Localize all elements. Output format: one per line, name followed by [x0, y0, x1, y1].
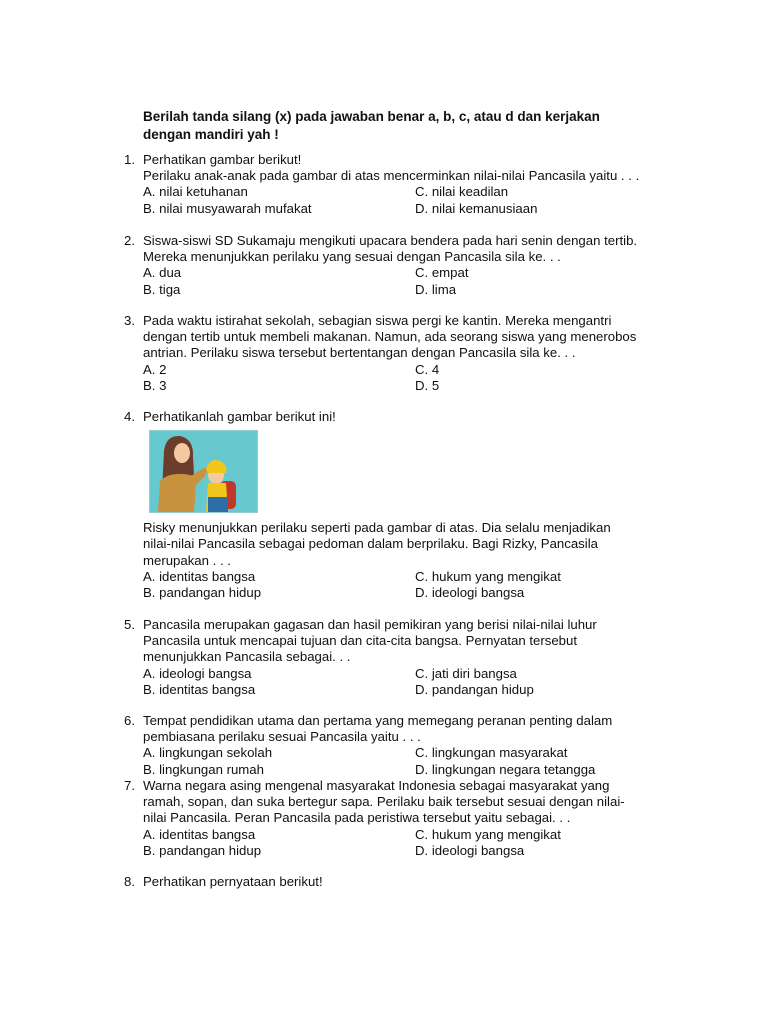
answer-options [143, 745, 684, 777]
question-text: Perhatikan pernyataan berikut! [143, 874, 323, 889]
question-2 [124, 233, 684, 298]
option-d[interactable]: D. 5 [415, 377, 440, 393]
question-number: 5. [124, 617, 135, 632]
question-text: nilai Pancasila. Peran Pancasila pada peristiwa tersebut yaitu sebagai. . . [143, 810, 571, 826]
question-number: 3. [124, 313, 135, 328]
question-text: antrian. Perilaku siswa tersebut bertentangan dengan Pancasila sila ke. . . [143, 345, 576, 361]
answer-options [143, 265, 684, 297]
question-4 [124, 409, 684, 601]
question-text: Pancasila untuk mencapai tujuan dan cita-cita bangsa. Pernyatan tersebut [143, 633, 577, 649]
question-text: Risky menunjukkan perilaku seperti pada gambar di atas. Dia selalu menjadikan [143, 520, 611, 536]
question-6 [124, 713, 684, 778]
option-a[interactable]: A. 2 [143, 361, 167, 377]
question-number: 8. [124, 874, 135, 889]
mother-child-illustration [150, 431, 257, 512]
question-text: Tempat pendidikan utama dan pertama yang memegang peranan penting dalam [143, 713, 613, 728]
option-d[interactable]: D. ideologi bangsa [415, 585, 525, 600]
option-c[interactable]: C. lingkungan masyarakat [415, 745, 568, 761]
option-c[interactable]: C. jati diri bangsa [415, 665, 517, 681]
question-number: 6. [124, 713, 135, 728]
option-b[interactable]: B. pandangan hidup [143, 842, 262, 858]
question-text: Perilaku anak-anak pada gambar di atas mencerminkan nilai-nilai Pancasila yaitu . . . [143, 168, 640, 184]
question-number: 1. [124, 152, 135, 167]
option-a[interactable]: A. dua [143, 265, 182, 281]
question-number: 7. [124, 778, 135, 793]
question-text: ramah, sopan, dan suka bertegur sapa. Perilaku baik tersebut sesuai dengan nilai- [143, 794, 625, 810]
question-text: Mereka menunjukkan perilaku yang sesuai dengan Pancasila sila ke. . . [143, 249, 561, 265]
instruction-heading [143, 108, 663, 144]
option-a[interactable]: A. ideologi bangsa [143, 665, 252, 681]
question-text: merupakan . . . [143, 552, 231, 568]
question-text: nilai-nilai Pancasila sebagai pedoman dalam berprilaku. Bagi Rizky, Pancasila [143, 536, 598, 552]
question-text: Pada waktu istirahat sekolah, sebagian siswa pergi ke kantin. Mereka mengantri [143, 313, 612, 328]
option-b[interactable]: B. lingkungan rumah [143, 761, 264, 777]
answer-options [143, 184, 684, 216]
option-a[interactable]: A. identitas bangsa [143, 568, 256, 584]
question-text: Perhatikanlah gambar berikut ini! [143, 409, 336, 424]
question-3 [124, 313, 684, 394]
question-5 [124, 617, 684, 698]
option-d[interactable]: D. pandangan hidup [415, 681, 534, 697]
question-text: Siswa-siswi SD Sukamaju mengikuti upacara bendera pada hari senin dengan tertib. [143, 233, 638, 248]
question-8 [124, 874, 684, 890]
question-1 [124, 152, 684, 217]
option-b[interactable]: B. nilai musyawarah mufakat [143, 200, 312, 216]
answer-options [143, 827, 684, 859]
option-b[interactable]: B. 3 [143, 377, 167, 393]
option-d[interactable]: D. lima [415, 281, 457, 297]
illustration-mother-helping-child [149, 430, 258, 513]
question-text: Warna negara asing mengenal masyarakat Indonesia sebagai masyarakat yang [143, 778, 610, 793]
answer-options [143, 362, 684, 394]
option-c[interactable]: C. 4 [415, 361, 440, 377]
option-b[interactable]: B. pandangan hidup [143, 585, 262, 600]
question-text: Perhatikan gambar berikut! [143, 152, 302, 167]
question-text: menunjukkan Pancasila sebagai. . . [143, 649, 351, 665]
question-text: Pancasila merupakan gagasan dan hasil pemikiran yang berisi nilai-nilai luhur [143, 617, 597, 632]
option-c[interactable]: C. nilai keadilan [415, 184, 509, 200]
question-number: 4. [124, 409, 135, 424]
question-text: dengan tertib untuk membeli makanan. Namun, ada seorang siswa yang menerobos [143, 329, 637, 345]
question-number: 2. [124, 233, 135, 248]
option-a[interactable]: A. lingkungan sekolah [143, 745, 273, 761]
question-text: pembiasana perilaku sesuai Pancasila yaitu . . . [143, 729, 421, 745]
option-d[interactable]: D. ideologi bangsa [415, 842, 525, 858]
instruction-line: dengan mandiri yah ! [143, 127, 279, 142]
option-b[interactable]: B. tiga [143, 281, 181, 297]
option-d[interactable]: D. lingkungan negara tetangga [415, 761, 596, 777]
instruction-line: Berilah tanda silang (x) pada jawaban benar a, b, c, atau d dan kerjakan [143, 109, 600, 124]
option-a[interactable]: A. identitas bangsa [143, 826, 256, 842]
option-c[interactable]: C. hukum yang mengikat [415, 568, 561, 584]
question-7 [124, 778, 684, 859]
option-c[interactable]: C. empat [415, 265, 469, 281]
answer-options [143, 569, 684, 601]
option-c[interactable]: C. hukum yang mengikat [415, 826, 561, 842]
option-a[interactable]: A. nilai ketuhanan [143, 184, 248, 200]
option-d[interactable]: D. nilai kemanusiaan [415, 200, 538, 216]
answer-options [143, 666, 684, 698]
option-b[interactable]: B. identitas bangsa [143, 681, 256, 697]
